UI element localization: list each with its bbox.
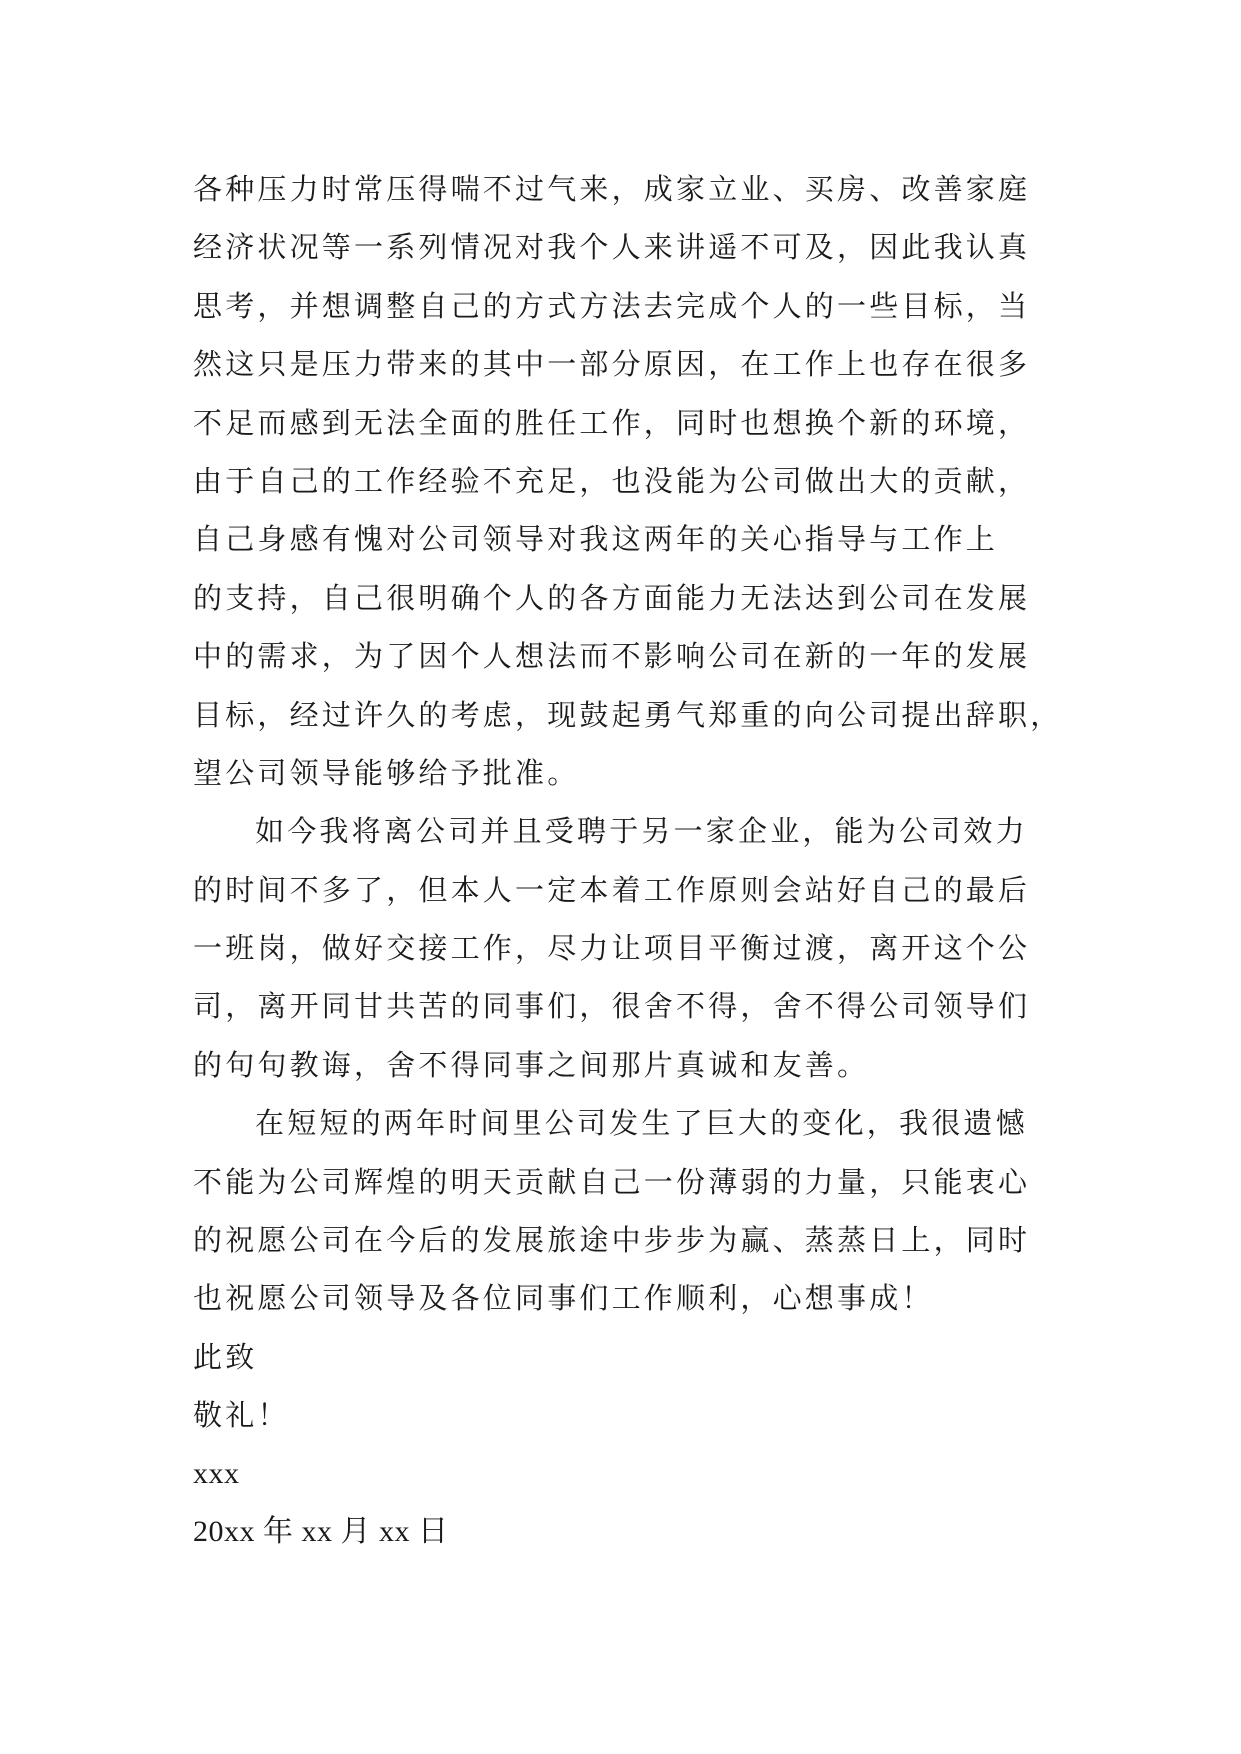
text-line: 目标，经过许久的考虑，现鼓起勇气郑重的向公司提出辞职， — [193, 697, 1063, 732]
text-line: 也祝愿公司领导及各位同事们工作顺利，心想事成！ — [193, 1281, 934, 1316]
text-line: 的支持，自己很明确个人的各方面能力无法达到公司在发展 — [193, 580, 1031, 615]
text-line: 一班岗，做好交接工作，尽力让项目平衡过渡，离开这个公 — [193, 931, 1031, 966]
text-line: 的时间不多了，但本人一定本着工作原则会站好自己的最后 — [193, 872, 1031, 907]
text-line: 由于自己的工作经验不充足，也没能为公司做出大的贡献， — [193, 463, 1031, 498]
closing-salutation: 此致 — [193, 1339, 258, 1374]
signature-date: 20xx 年 xx 月 xx 日 — [193, 1514, 449, 1548]
text-line: 不足而感到无法全面的胜任工作，同时也想换个新的环境， — [193, 405, 1031, 440]
text-line: 自己身感有愧对公司领导对我这两年的关心指导与工作上 — [193, 522, 999, 557]
signature-name: xxx — [193, 1456, 240, 1490]
text-line: 不能为公司辉煌的明天贡献自己一份薄弱的力量，只能衷心 — [193, 1164, 1031, 1199]
text-line: 的祝愿公司在今后的发展旅途中步步为赢、蒸蒸日上，同时 — [193, 1223, 1031, 1258]
text-line: 中的需求，为了因个人想法而不影响公司在新的一年的发展 — [193, 639, 1031, 674]
text-line: 然这只是压力带来的其中一部分原因，在工作上也存在很多 — [193, 347, 1031, 382]
text-line: 的句句教诲，舍不得同事之间那片真诚和友善。 — [193, 1047, 870, 1082]
text-line: 经济状况等一系列情况对我个人来讲遥不可及，因此我认真 — [193, 230, 1031, 265]
text-line: 司，离开同甘共苦的同事们，很舍不得，舍不得公司领导们 — [193, 989, 1031, 1024]
paragraph-start-line: 如今我将离公司并且受聘于另一家企业，能为公司效力 — [255, 814, 1028, 849]
paragraph-start-line: 在短短的两年时间里公司发生了巨大的变化，我很遗憾 — [255, 1106, 1028, 1141]
text-line: 思考，并想调整自己的方式方法去完成个人的一些目标，当 — [193, 288, 1031, 323]
text-line: 各种压力时常压得喘不过气来，成家立业、买房、改善家庭 — [193, 172, 1031, 206]
closing-regards: 敬礼！ — [193, 1398, 290, 1433]
letter-body — [193, 160, 1073, 1561]
text-line: 望公司领导能够给予批准。 — [193, 755, 580, 790]
